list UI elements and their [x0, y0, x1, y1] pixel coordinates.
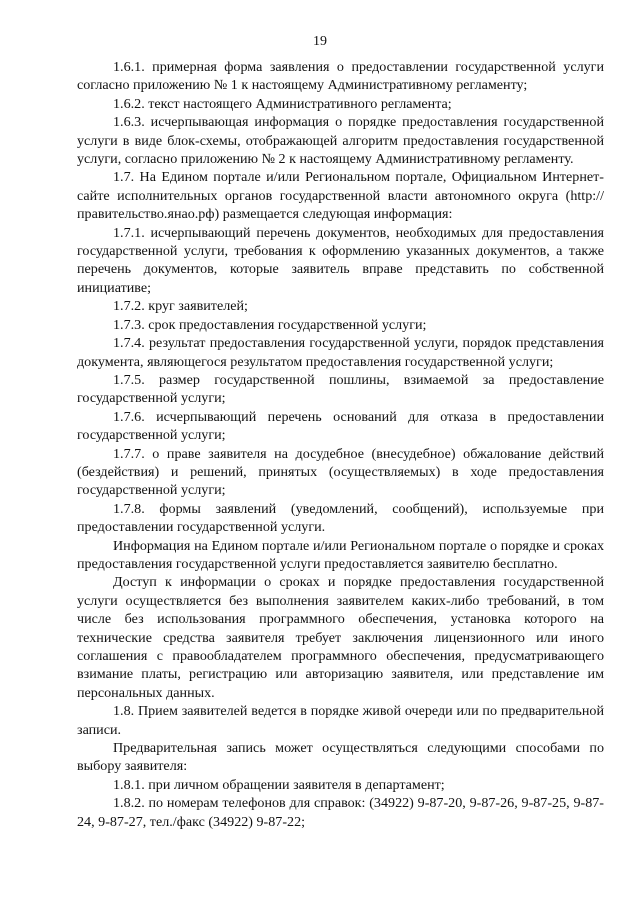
paragraph-preregistration: Предварительная запись может осуществляться следующими способами по выбору заявителя: — [77, 740, 604, 775]
paragraph-1-6-1: 1.6.1. примерная форма заявления о предоставлении государственной услуги согласно приложению № 1 к настоящему Административному регламенту; — [77, 59, 604, 94]
paragraph-access-info: Доступ к информации о сроках и порядке предоставления государственной услуги осуществляется без выполнения заявителем каких-либо требований, в том числе без использования программного обеспечения, установка которого на технические средства заявителя требует заключения лицензионного или иного соглашения с правообладателем программного обеспечения, предусматривающего взимание платы, регистрацию или авторизацию заявителя, или представление им персональных данных. — [77, 574, 604, 701]
paragraph-1-8-2: 1.8.2. по номерам телефонов для справок: (34922) 9-87-20, 9-87-26, 9-87-25, 9-87-24, 9-87-27, тел./факс (34922) 9-87-22; — [77, 795, 604, 830]
paragraph-free-info: Информация на Едином портале и/или Региональном портале о порядке и сроках предоставления государственной услуги предоставляется заявителю бесплатно. — [77, 537, 604, 572]
paragraph-1-7-5: 1.7.5. размер государственной пошлины, взимаемой за предоставление государственной услуги; — [77, 371, 604, 407]
paragraph-1-7-1: 1.7.1. исчерпывающий перечень документов, необходимых для предоставления государственной услуги, требования к оформлению указанных документов, а также перечень документов, которые заявитель вправе представить по собственной инициативе; — [77, 224, 604, 296]
paragraph-1-7-3: 1.7.3. срок предоставления государственной услуги; — [113, 316, 427, 333]
paragraph-1-7-8: 1.7.8. формы заявлений (уведомлений, сообщений), используемые при предоставлении государственной услуги. — [77, 500, 604, 536]
paragraph-1-6-3: 1.6.3. исчерпывающая информация о порядке предоставления государственной услуги в виде блок-схемы, отображающей алгоритм предоставления государственной услуги, согласно приложению № 2 к настоящему Административному регламенту. — [77, 114, 604, 168]
paragraph-1-7-6: 1.7.6. исчерпывающий перечень оснований для отказа в предоставлении государственной услуги; — [77, 408, 604, 444]
paragraph-1-7: 1.7. На Едином портале и/или Региональном портале, Официальном Интернет-сайте исполнительных органов государственной власти автономного округа (http://правительство.янао.рф) размещается следующая информация: — [77, 169, 604, 223]
document-body — [77, 58, 604, 831]
paragraph-1-7-7: 1.7.7. о праве заявителя на досудебное (внесудебное) обжалование действий (бездействия) и решений, принятых (осуществляемых) в ходе предоставления государственной услуги; — [77, 445, 604, 499]
page-number: 19 — [313, 34, 327, 49]
paragraph-1-6-2: 1.6.2. текст настоящего Административного регламента; — [113, 95, 452, 112]
paragraph-1-8: 1.8. Прием заявителей ведется в порядке живой очереди или по предварительной записи. — [77, 703, 604, 738]
paragraph-1-7-4: 1.7.4. результат предоставления государственной услуги, порядок представления документа, являющегося результатом предоставления государственной услуги; — [77, 335, 604, 370]
paragraph-1-7-2: 1.7.2. круг заявителей; — [113, 298, 248, 315]
paragraph-1-8-1: 1.8.1. при личном обращении заявителя в департамент; — [113, 776, 445, 793]
